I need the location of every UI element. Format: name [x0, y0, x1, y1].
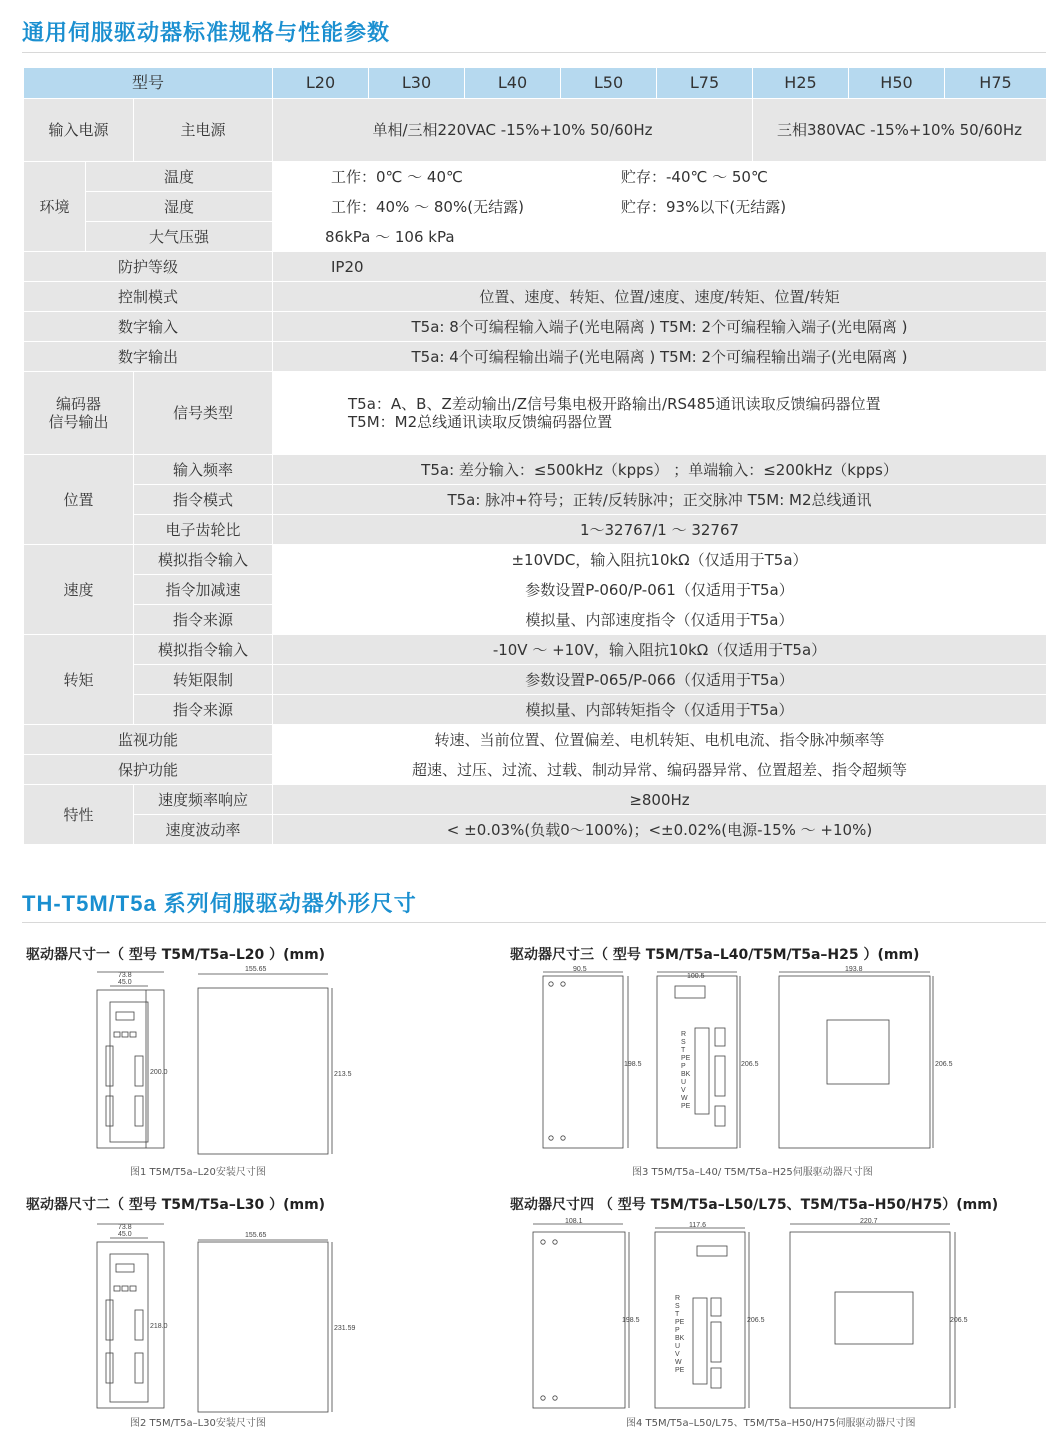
drawing-4-diagram [525, 1218, 985, 1414]
table-row [24, 575, 1047, 605]
dim-height-front: 206.5 [747, 1317, 765, 1324]
terminal-label: T [681, 1047, 686, 1054]
torque-limit-value: 参数设置P-065/P-066（仅适用于T5a） [273, 665, 1047, 695]
signal-type-value: T5a：A、B、Z差动输出/Z信号集电极开路输出/RS485通讯读取反馈编码器位置 T5M：M2总线通讯读取反馈编码器位置 [273, 372, 1047, 455]
row-group-label: 位置 [24, 455, 134, 545]
row-label: 温度 [86, 162, 273, 192]
speed-analog-value: ±10VDC，输入阻抗10kΩ（仅适用于T5a） [273, 545, 1047, 575]
row-label: 保护功能 [24, 755, 273, 785]
model-label: 型号 [24, 68, 273, 99]
terminal-labels [675, 1295, 685, 1374]
table-row [24, 635, 1047, 665]
ripple-value: < ±0.03%(负载0～100%)；<±0.02%(电源-15% ～ +10%) [273, 815, 1047, 845]
row-label: 信号类型 [134, 372, 273, 455]
table-row [24, 695, 1047, 725]
row-label: 指令模式 [134, 485, 273, 515]
table-row [24, 725, 1047, 755]
row-label: 输入电源 [24, 99, 134, 162]
terminal-label: R [681, 1031, 687, 1038]
table-row [24, 665, 1047, 695]
terminal-label: P [675, 1327, 680, 1334]
digital-out-value: T5a: 4个可编程输出端子(光电隔离 ) T5M: 2个可编程输出端子(光电隔离 ) [273, 342, 1047, 372]
table-row [24, 282, 1047, 312]
row-group-label: 特性 [24, 785, 134, 845]
model-cell: H50 [849, 68, 945, 99]
humidity-value: 工作：40% ～ 80%(无结露) 贮存：93%以下(无结露) [273, 192, 1047, 222]
row-label: 电子齿轮比 [134, 515, 273, 545]
protect-fn-value: 超速、过压、过流、过载、制动异常、编码器异常、位置超差、指令超频等 [273, 755, 1047, 785]
dim-height-side: 231.59 [334, 1325, 356, 1332]
drawing-1-caption: 图1 T5M/T5a–L20安装尺寸图 [130, 1167, 266, 1178]
dim-height-front: 218.0 [150, 1323, 168, 1330]
section-divider [22, 52, 1046, 53]
dim-width-front: 117.6 [689, 1222, 706, 1229]
torque-analog-value: -10V ～ +10V，输入阻抗10kΩ（仅适用于T5a） [273, 635, 1047, 665]
row-label: 输入频率 [134, 455, 273, 485]
model-cell: L40 [465, 68, 561, 99]
dim-height-back: 198.5 [622, 1317, 640, 1324]
terminal-label: V [675, 1351, 680, 1358]
row-group-label: 环境 [24, 162, 86, 252]
digital-in-value: T5a: 8个可编程输入端子(光电隔离 ) T5M: 2个可编程输入端子(光电隔离 ) [273, 312, 1047, 342]
terminal-label: T [675, 1311, 680, 1318]
model-cell: H25 [753, 68, 849, 99]
terminal-label: BK [675, 1335, 685, 1342]
dim-depth: 155.65 [245, 1232, 267, 1239]
power-H-value: 三相380VAC -15%+10% 50/60Hz [753, 99, 1047, 162]
terminal-label: PE [675, 1367, 685, 1374]
table-header-row [24, 68, 1047, 99]
dim-depth: 155.65 [245, 966, 267, 973]
terminal-label: S [681, 1039, 686, 1046]
table-row [24, 342, 1047, 372]
row-label: 防护等级 [24, 252, 273, 282]
row-label: 控制模式 [24, 282, 273, 312]
model-cell: L50 [561, 68, 657, 99]
dim-width-outer: 73.8 [118, 972, 132, 979]
drawing-1-title: 驱动器尺寸一（ 型号 T5M/T5a–L20 ）(mm) [26, 947, 326, 963]
model-cell: L30 [369, 68, 465, 99]
row-label: 数字输入 [24, 312, 273, 342]
row-group-label: 编码器 信号输出 [24, 372, 134, 455]
table-row [24, 815, 1047, 845]
dim-height-front: 200.0 [150, 1069, 168, 1076]
dim-height-side: 206.5 [950, 1317, 968, 1324]
row-label: 指令来源 [134, 695, 273, 725]
input-freq-value: T5a: 差分输入：≤500kHz（kpps） ；单端输入：≤200kHz（kpps） [273, 455, 1047, 485]
drawing-2-diagram [80, 1218, 380, 1414]
pressure-value: 86kPa ～ 106 kPa [273, 222, 1047, 252]
terminal-label: V [681, 1087, 686, 1094]
dim-width-back: 90.5 [573, 966, 587, 973]
terminal-labels [681, 1031, 691, 1110]
drawing-2-title: 驱动器尺寸二（ 型号 T5M/T5a–L30 ）(mm) [26, 1197, 326, 1213]
row-label: 大气压强 [86, 222, 273, 252]
row-label: 指令来源 [134, 605, 273, 635]
drawing-3-diagram [535, 966, 965, 1162]
freq-resp-value: ≥800Hz [273, 785, 1047, 815]
terminal-label: P [681, 1063, 686, 1070]
speed-source-value: 模拟量、内部速度指令（仅适用于T5a） [273, 605, 1047, 635]
section-divider [22, 922, 1046, 923]
drawing-1-diagram [80, 966, 380, 1162]
row-label: 数字输出 [24, 342, 273, 372]
drawing-3-caption: 图3 T5M/T5a–L40/ T5M/T5a–H25伺服驱动器尺寸图 [632, 1167, 873, 1178]
table-row [24, 545, 1047, 575]
table-row [24, 515, 1047, 545]
drawing-4-caption: 图4 T5M/T5a–L50/L75、T5M/T5a–H50/H75伺服驱动器尺寸图 [626, 1418, 916, 1429]
section-title-dimensions: TH-T5M/T5a 系列伺服驱动器外形尺寸 [22, 891, 417, 916]
dim-depth: 220.7 [860, 1218, 878, 1225]
table-row [24, 455, 1047, 485]
table-row [24, 222, 1047, 252]
row-label: 主电源 [134, 99, 273, 162]
terminal-label: PE [681, 1055, 691, 1062]
temp-value: 工作：0℃ ～ 40℃ 贮存：-40℃ ～ 50℃ [273, 162, 1047, 192]
table-row [24, 312, 1047, 342]
drawing-3-title: 驱动器尺寸三（ 型号 T5M/T5a–L40/T5M/T5a–H25 ）(mm) [510, 947, 920, 963]
terminal-label: PE [681, 1103, 691, 1110]
dim-width-outer: 73.8 [118, 1224, 132, 1231]
row-label: 速度频率响应 [134, 785, 273, 815]
drawing-2-caption: 图2 T5M/T5a–L30安装尺寸图 [130, 1418, 266, 1429]
torque-source-value: 模拟量、内部转矩指令（仅适用于T5a） [273, 695, 1047, 725]
section-title-specs: 通用伺服驱动器标准规格与性能参数 [22, 20, 391, 46]
terminal-label: U [675, 1343, 681, 1350]
row-label: 模拟指令输入 [134, 635, 273, 665]
dim-height-side: 213.5 [334, 1071, 352, 1078]
dim-height-side: 206.5 [935, 1061, 953, 1068]
dim-width-inner: 45.0 [118, 1231, 132, 1238]
table-row [24, 99, 1047, 162]
table-row [24, 755, 1047, 785]
row-label: 转矩限制 [134, 665, 273, 695]
row-group-label: 转矩 [24, 635, 134, 725]
table-row [24, 785, 1047, 815]
monitor-value: 转速、当前位置、位置偏差、电机转矩、电机电流、指令脉冲频率等 [273, 725, 1047, 755]
terminal-label: W [681, 1095, 688, 1102]
spec-table [23, 67, 1047, 845]
row-label: 湿度 [86, 192, 273, 222]
table-row [24, 605, 1047, 635]
protection-value: IP20 [273, 252, 1047, 282]
model-cell: L20 [273, 68, 369, 99]
row-label: 指令加减速 [134, 575, 273, 605]
terminal-label: U [681, 1079, 687, 1086]
dim-depth: 193.8 [845, 966, 863, 973]
row-label: 速度波动率 [134, 815, 273, 845]
table-row [24, 252, 1047, 282]
row-label: 监视功能 [24, 725, 273, 755]
row-label: 模拟指令输入 [134, 545, 273, 575]
dim-width-back: 108.1 [565, 1218, 583, 1225]
accel-value: 参数设置P-060/P-061（仅适用于T5a） [273, 575, 1047, 605]
table-row [24, 162, 1047, 192]
dim-height-back: 198.5 [624, 1061, 642, 1068]
gear-value: 1～32767/1 ～ 32767 [273, 515, 1047, 545]
model-cell: H75 [945, 68, 1047, 99]
dim-width-inner: 45.0 [118, 979, 132, 986]
dim-width-front: 100.5 [687, 973, 705, 980]
terminal-label: PE [675, 1319, 685, 1326]
cmd-mode-value: T5a: 脉冲+符号；正转/反转脉冲；正交脉冲 T5M: M2总线通讯 [273, 485, 1047, 515]
table-row [24, 485, 1047, 515]
terminal-label: R [675, 1295, 681, 1302]
power-L-value: 单相/三相220VAC -15%+10% 50/60Hz [273, 99, 753, 162]
table-row [24, 372, 1047, 455]
terminal-label: BK [681, 1071, 691, 1078]
model-cell: L75 [657, 68, 753, 99]
table-row [24, 192, 1047, 222]
terminal-label: S [675, 1303, 680, 1310]
terminal-label: W [675, 1359, 682, 1366]
row-group-label: 速度 [24, 545, 134, 635]
drawing-4-title: 驱动器尺寸四 （ 型号 T5M/T5a–L50/L75、T5M/T5a–H50/H75）(mm) [510, 1197, 999, 1213]
dim-height-front: 206.5 [741, 1061, 759, 1068]
control-mode-value: 位置、速度、转矩、位置/速度、速度/转矩、位置/转矩 [273, 282, 1047, 312]
